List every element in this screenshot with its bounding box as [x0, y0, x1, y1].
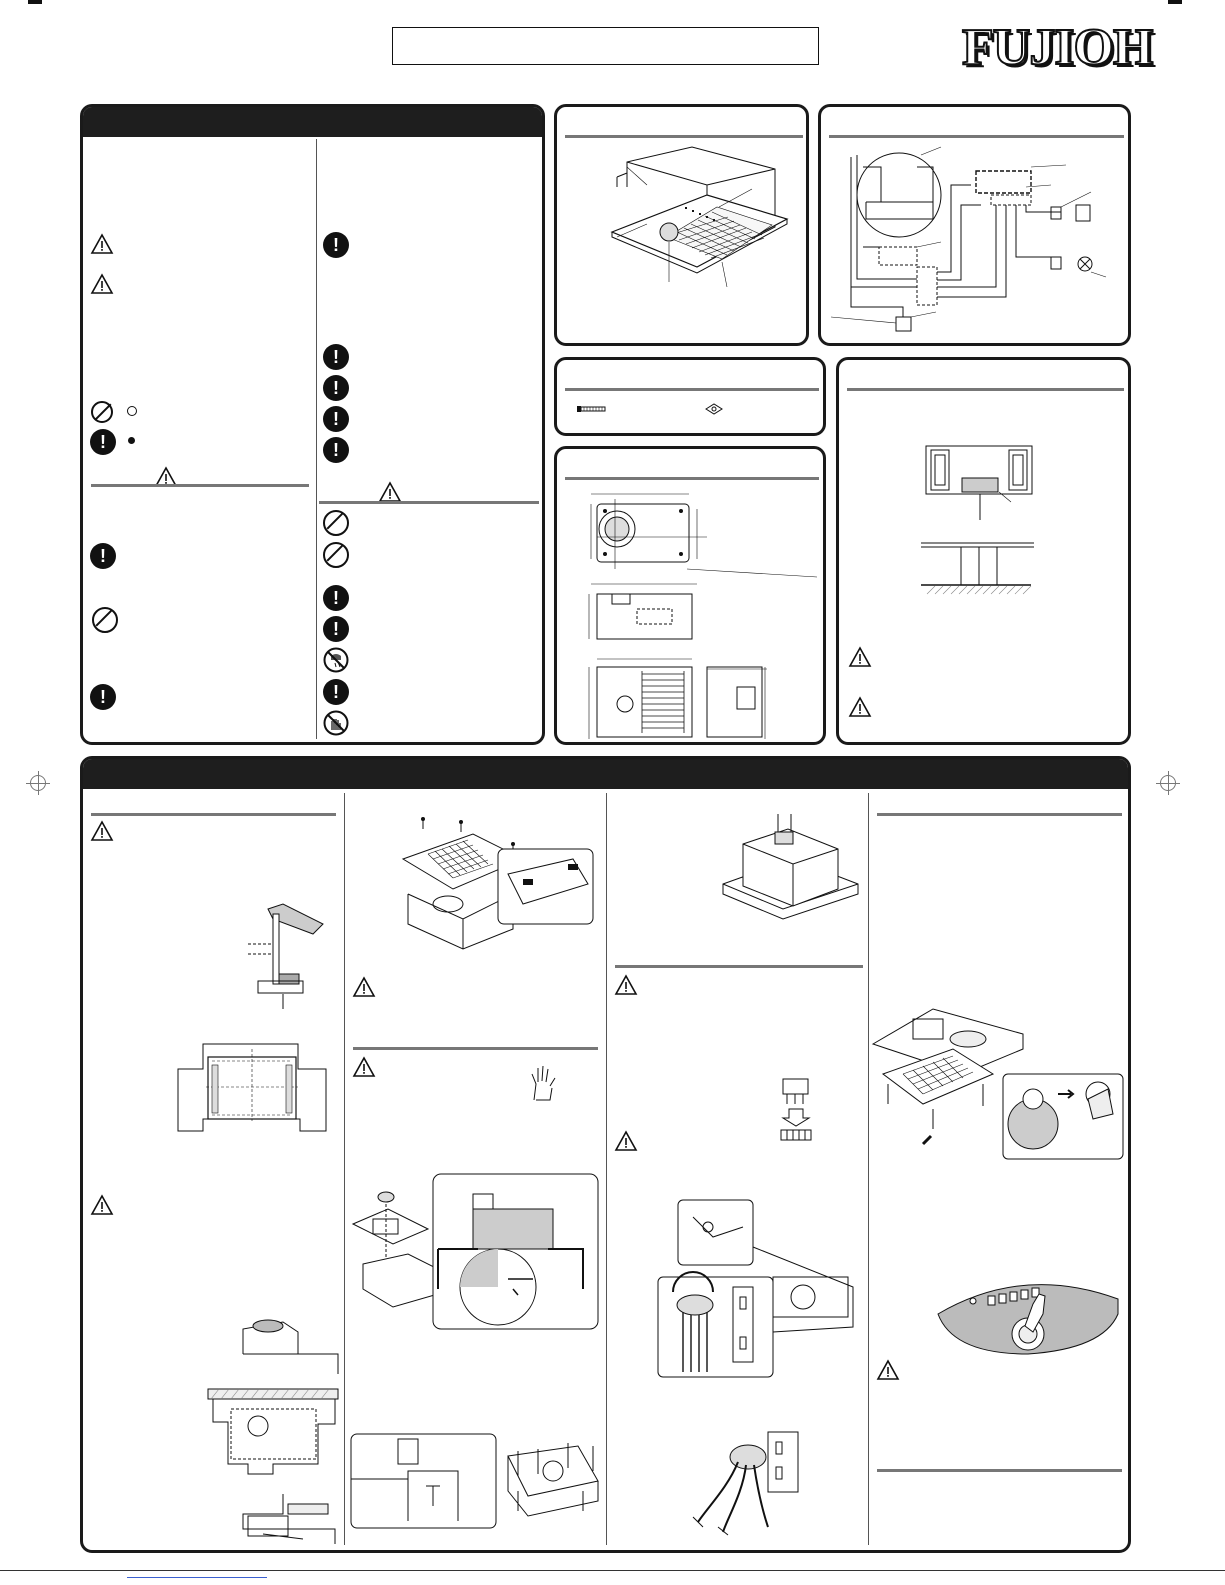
kitchen-diagram	[839, 360, 1131, 745]
warning-triangle-icon	[91, 1195, 113, 1215]
glove-icon	[528, 1064, 560, 1102]
warning-triangle-icon	[849, 697, 871, 717]
mandatory-action-icon: !	[90, 543, 116, 569]
section-rule	[91, 484, 309, 487]
safety-panel-header	[83, 107, 542, 137]
dimension-drawings	[557, 449, 826, 745]
section-rule	[877, 813, 1122, 816]
column-divider	[344, 793, 345, 1545]
brand-logo: FUJIOH	[962, 19, 1153, 76]
mounting-section-diagram	[243, 899, 333, 1009]
mandatory-action-icon: !	[323, 232, 349, 258]
ceiling-opening-diagram	[178, 1039, 328, 1134]
installation-procedure-panel	[80, 756, 1131, 1553]
no-water-icon	[323, 647, 349, 673]
mandatory-action-icon: !	[323, 406, 349, 432]
crop-mark-top-left	[28, 0, 42, 4]
mandatory-action-icon: !	[90, 684, 116, 710]
registration-mark-right	[1160, 775, 1176, 791]
warning-triangle-icon	[379, 482, 401, 502]
no-touch-icon	[323, 710, 349, 736]
safety-column-divider	[316, 139, 317, 739]
mandatory-action-icon: !	[323, 437, 349, 463]
washer-icon	[705, 403, 723, 415]
warning-triangle-icon	[91, 234, 113, 254]
prohibition-icon	[92, 607, 118, 633]
duct-box-diagram	[713, 814, 863, 934]
warning-triangle-icon	[91, 821, 113, 841]
caution-triangle-icon	[91, 274, 113, 294]
mandatory-action-icon: !	[323, 616, 349, 642]
title-box	[392, 27, 819, 65]
mandatory-action-icon: !	[323, 679, 349, 705]
switch-panel-diagram	[933, 1274, 1123, 1354]
warning-triangle-icon	[849, 647, 871, 667]
warning-triangle-icon	[615, 1131, 637, 1151]
safety-panel	[80, 104, 545, 745]
prohibition-icon	[323, 510, 349, 536]
section-rule	[91, 813, 336, 816]
crop-mark-top-right	[1168, 0, 1182, 4]
grille-removal-diagram	[373, 814, 603, 979]
warning-triangle-icon	[353, 977, 375, 997]
mandatory-action-icon: !	[323, 375, 349, 401]
footer-link-underline	[127, 1577, 267, 1578]
section-rule	[319, 501, 539, 504]
connector-diagram	[773, 1074, 823, 1149]
wiring-connection-diagram	[653, 1197, 863, 1377]
prohibition-icon	[91, 401, 113, 423]
grille-attach-diagram	[873, 994, 1128, 1164]
column-divider	[868, 793, 869, 1545]
section-rule	[615, 965, 863, 968]
wiring-diagram-panel	[818, 104, 1131, 346]
mandatory-small-icon	[128, 437, 135, 444]
dimensions-panel	[554, 446, 826, 745]
screw-icon	[577, 404, 607, 414]
accessories-panel	[554, 357, 826, 436]
installation-location-panel	[836, 357, 1131, 745]
registration-mark-left	[30, 775, 46, 791]
column-divider	[606, 793, 607, 1545]
section-rule	[353, 1047, 598, 1050]
prohibition-icon	[323, 542, 349, 568]
product-view-diagram	[557, 107, 809, 346]
cable-clamp-diagram	[688, 1427, 818, 1537]
product-view-panel	[554, 104, 809, 346]
section-rule	[877, 1469, 1122, 1472]
footer-rule	[0, 1570, 1225, 1571]
prohibition-small-icon	[127, 406, 137, 416]
duct-connection-diagram	[203, 1314, 343, 1549]
section-rule	[565, 388, 819, 391]
mandatory-action-icon: !	[323, 585, 349, 611]
warning-triangle-icon	[877, 1360, 899, 1380]
mandatory-action-icon: !	[90, 429, 116, 455]
unit-insertion-diagram	[348, 1169, 603, 1334]
warning-triangle-icon	[615, 975, 637, 995]
installation-panel-header	[83, 759, 1128, 789]
warning-triangle-icon	[353, 1057, 375, 1077]
wiring-diagram	[821, 107, 1131, 346]
fixing-screws-diagram	[348, 1431, 603, 1531]
mandatory-action-icon: !	[323, 344, 349, 370]
